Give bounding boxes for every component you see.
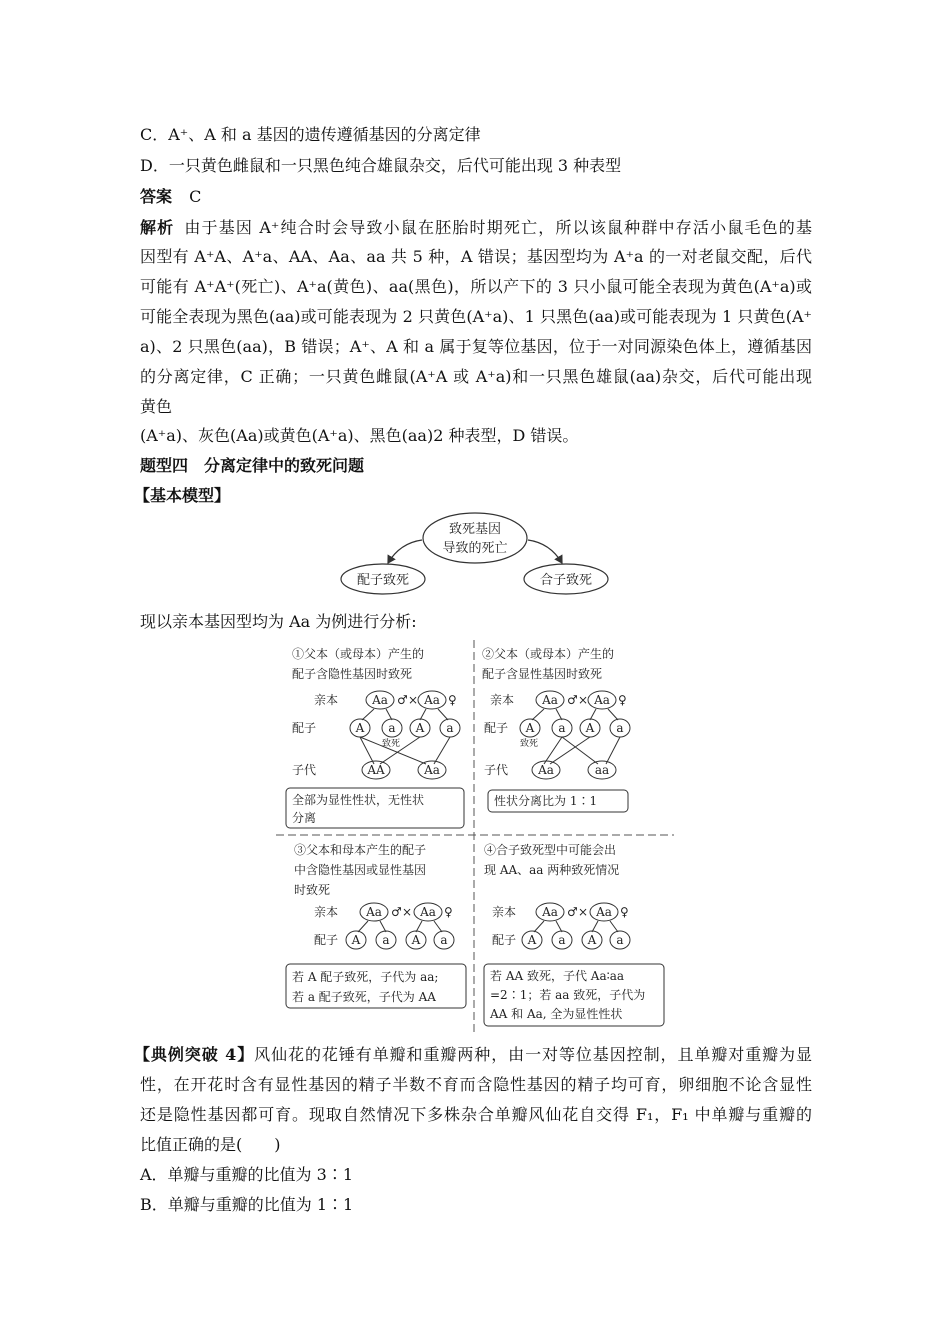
left-label: 配子致死: [356, 573, 410, 588]
q3-title-1: ③父本和母本产生的配子: [294, 843, 427, 857]
q4-note-3: AA 和 Aa, 全为显性性状: [490, 1007, 623, 1021]
q3-gamete-4: a: [440, 933, 448, 947]
analysis-line-1: [140, 218, 812, 238]
q1-note-2: 分离: [292, 811, 317, 825]
q2-gamete-1: A: [525, 721, 535, 735]
q2-offspring-label: 子代: [484, 763, 509, 777]
answer-line: [140, 187, 201, 207]
quadrant-diagram: [270, 640, 680, 1035]
intro-text: 现以亲本基因型均为 Aa 为例进行分析:: [140, 612, 417, 631]
analysis-line-7: 黄色: [140, 397, 173, 416]
q1-parent-label: 亲本: [314, 693, 339, 707]
option-c: C．A⁺、A 和 a 基因的遗传遵循基因的分离定律: [140, 125, 481, 144]
q4-parent-2: Aa: [596, 905, 612, 919]
q4-gamete-label: 配子: [492, 933, 517, 947]
q2-gamete-4: a: [616, 721, 624, 735]
q2-gamete-label: 配子: [484, 721, 509, 735]
example-option-b: B．单瓣与重瓣的比值为 1∶1: [140, 1195, 354, 1214]
q2-parent-1: Aa: [542, 693, 558, 707]
right-label: 合子致死: [539, 573, 593, 588]
quadrant-4: [484, 842, 664, 1026]
q1-lethal-mark: 致死: [382, 739, 401, 749]
q1-gamete-2: a: [388, 721, 396, 735]
q1-parent-1: Aa: [372, 693, 388, 707]
q1-gamete-1: A: [355, 721, 365, 735]
q4-note-2: =2∶1；若 aa 致死，子代为: [490, 988, 646, 1002]
analysis-line-5: a)、2 只黑色(aa)，B 错误；A⁺、A 和 a 属于复等位基因，位于一对同源染色体上，遵循基因: [140, 337, 812, 356]
arrow-right: [528, 540, 562, 563]
section-title: 题型四 分离定律中的致死问题: [140, 456, 365, 475]
example-option-a: A．单瓣与重瓣的比值为 3∶1: [140, 1165, 354, 1184]
q4-gamete-1: A: [527, 933, 537, 947]
example-line-3: 还是隐性基因都可育。现取自然情况下多株杂合单瓣风仙花自交得 F₁，F₁ 中单瓣与重瓣的: [140, 1105, 812, 1124]
q1-female: ♀: [448, 693, 457, 707]
q4-title-2: 现 AA、aa 两种致死情况: [484, 863, 620, 877]
analysis-text-1: 由于基因 A⁺纯合时会导致小鼠在胚胎时期死亡，所以该鼠种群中存活小鼠毛色的基: [184, 218, 812, 237]
q3-gamete-label: 配子: [314, 933, 339, 947]
analysis-line-4: 可能全表现为黑色(aa)或可能表现为 2 只黄色(A⁺a)、1 只黑色(aa)或可能表现为 1 只黄色(A⁺: [140, 307, 812, 326]
example-label: 【典例突破 4】: [134, 1045, 255, 1064]
q3-note-2: 若 a 配子致死，子代为 AA: [292, 990, 436, 1004]
q2-offspring-1: Aa: [538, 763, 554, 777]
q3-parent-2: Aa: [420, 905, 436, 919]
q1-title-2: 配子含隐性基因时致死: [292, 667, 413, 681]
q2-gamete-2: a: [558, 721, 566, 735]
q3-parent-1: Aa: [366, 905, 382, 919]
analysis-line-3: 可能有 A⁺A⁺(死亡)、A⁺a(黄色)、aa(黑色)，所以产下的 3 只小鼠可能全表现为黄色(A⁺a)或: [140, 277, 812, 296]
q2-offspring-2: aa: [594, 763, 610, 777]
q3-cross: ×: [402, 905, 413, 919]
q4-parent-1: Aa: [542, 905, 558, 919]
q3-gamete-1: A: [351, 933, 361, 947]
example-line-2: 性，在开花时含有显性基因的精子半数不育而含隐性基因的精子均可育，卵细胞不论含显性: [140, 1075, 812, 1094]
q1-note-1: 全部为显性性状，无性状: [292, 793, 425, 807]
q1-offspring-2: Aa: [424, 763, 440, 777]
center-line-2: 导致的死亡: [442, 541, 508, 556]
q2-lethal-mark: 致死: [520, 739, 539, 749]
q3-title-3: 时致死: [294, 883, 331, 897]
q4-note-1: 若 AA 致死，子代 Aa∶aa: [490, 969, 625, 983]
q4-gamete-4: a: [616, 933, 624, 947]
q4-gamete-2: a: [558, 933, 566, 947]
q4-gamete-3: A: [587, 933, 597, 947]
center-line-1: 致死基因: [448, 522, 502, 537]
q4-parent-label: 亲本: [492, 905, 517, 919]
q2-male: ♂: [567, 693, 578, 707]
q3-female: ♀: [444, 905, 453, 919]
quadrant-3: [286, 842, 466, 1008]
lethal-model-diagram: [330, 505, 620, 597]
q2-title-2: 配子含显性基因时致死: [482, 667, 603, 681]
q2-parent-2: Aa: [594, 693, 610, 707]
q1-parent-2: Aa: [424, 693, 440, 707]
model-label: 【基本模型】: [134, 486, 231, 505]
q3-parent-label: 亲本: [314, 905, 339, 919]
q3-gamete-2: a: [382, 933, 390, 947]
arrow-left: [388, 540, 422, 563]
q4-cross: ×: [578, 905, 589, 919]
q3-note-1: 若 A 配子致死，子代为 aa;: [292, 970, 439, 984]
q2-cross: ×: [578, 693, 589, 707]
q1-male: ♂: [397, 693, 408, 707]
answer-label: 答案: [140, 187, 173, 206]
q2-note-1: 性状分离比为 1∶1: [494, 794, 598, 808]
q2-gamete-3: A: [585, 721, 595, 735]
q1-title-1: ①父本（或母本）产生的: [292, 647, 425, 661]
example-text-1: 风仙花的花锤有单瓣和重瓣两种，由一对等位基因控制，且单瓣对重瓣为显: [254, 1045, 812, 1064]
q1-gamete-3: A: [415, 721, 425, 735]
q2-title-1: ②父本（或母本）产生的: [482, 647, 615, 661]
q3-gamete-3: A: [411, 933, 421, 947]
q1-offspring-1: AA: [367, 763, 385, 777]
q2-female: ♀: [618, 693, 627, 707]
q2-parent-label: 亲本: [490, 693, 515, 707]
q1-gamete-label: 配子: [292, 721, 317, 735]
q1-gamete-4: a: [446, 721, 454, 735]
analysis-label: 解析: [140, 218, 175, 237]
q1-offspring-label: 子代: [292, 763, 317, 777]
quadrant-1: [286, 646, 464, 828]
q4-title-1: ④合子致死型中可能会出: [484, 843, 617, 857]
q4-male: ♂: [567, 905, 578, 919]
q1-cross: ×: [408, 693, 419, 707]
analysis-line-2: 因型有 A⁺A、A⁺a、AA、Aa、aa 共 5 种，A 错误；基因型均为 A⁺a 的一对老鼠交配，后代: [140, 247, 812, 266]
q4-female: ♀: [620, 905, 629, 919]
example-line-1: [134, 1045, 812, 1065]
example-line-4: 比值正确的是( ): [140, 1135, 281, 1154]
q3-male: ♂: [391, 905, 402, 919]
q3-title-2: 中含隐性基因或显性基因: [294, 863, 427, 877]
option-d: D．一只黄色雌鼠和一只黑色纯合雄鼠杂交，后代可能出现 3 种表型: [140, 156, 622, 175]
quadrant-2: [482, 646, 630, 812]
analysis-line-8: (A⁺a)、灰色(Aa)或黄色(A⁺a)、黑色(aa)2 种表型，D 错误。: [140, 426, 579, 445]
answer-value: C: [189, 187, 202, 206]
analysis-line-6: 的分离定律，C 正确；一只黄色雌鼠(A⁺A 或 A⁺a)和一只黑色雄鼠(aa)杂交，后代可能出现: [140, 367, 812, 386]
